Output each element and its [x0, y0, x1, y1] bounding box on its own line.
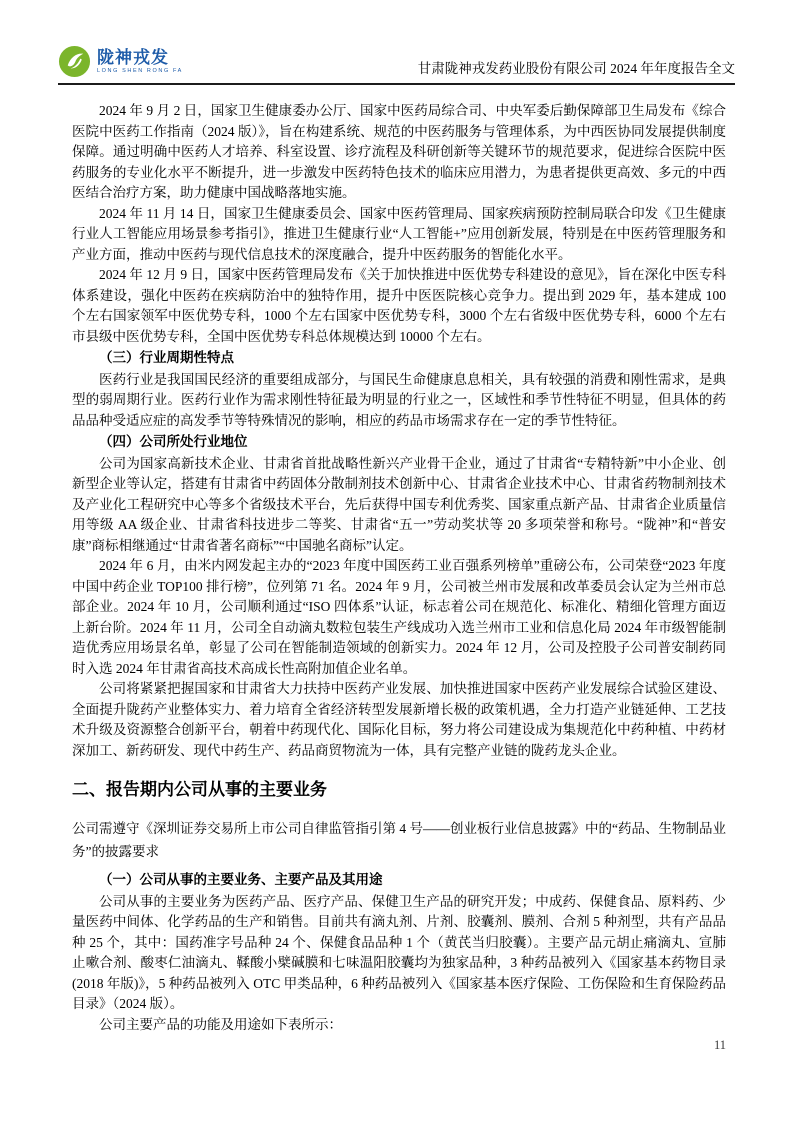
page-number: 11	[713, 1038, 726, 1052]
section-heading-main-business: 二、报告期内公司从事的主要业务	[72, 780, 327, 799]
subsection-heading-industry-position: （四）公司所处行业地位	[99, 434, 248, 449]
page-header	[58, 42, 735, 78]
paragraph: 2024 年 6 月，由米内网发起主办的“2023 年度中国医药工业百强系列榜单”重磅公布，公司荣登“2023 年度中国中药企业 TOP100 排行榜”，位列第 71 名。2024 年 9 月，公司被兰州市发展和改革委员会认定为兰州市总部企业。2024 年 10 月，公司顺利通过“ISO 四体系”认证，标志着公司在规范化、标准化、精细化管理方面迈上新台阶。2024 年 11 月，公司全自动滴丸数粒包装生产线成功入选兰州市工业和信息化局 2024 年市级智能制造优秀应用场景名单，彰显了公司在智能制造领域的创新实力。2024 年 12 月，公司及控股子公司普安制药同时入选 2024 年甘肃省高技术高成长性高附加值企业名单。	[72, 558, 726, 676]
paragraph: 2024 年 12 月 9 日，国家中医药管理局发布《关于加快推进中医优势专科建设的意见》，旨在深化中医专科体系建设，强化中医药在疾病防治中的独特作用，提升中医医院核心竞争力。提出到 2029 年，基本建成 100 个左右国家领军中医优势专科，1000 个左右国家中医优势专科，3000 个左右省级中医优势专科，6000 个左右市县级中医优势专科，全国中医优势专科总体规模达到 10000 个左右。	[72, 267, 726, 344]
disclosure-note: 公司需遵守《深圳证券交易所上市公司自律监管指引第 4 号——创业板行业信息披露》中的“药品、生物制品业务”的披露要求	[72, 821, 726, 859]
logo-name-cn: 陇神戎发	[97, 47, 169, 67]
company-logo	[58, 45, 183, 78]
header-divider	[58, 83, 735, 85]
logo-text	[97, 49, 183, 75]
paragraph: 公司将紧紧把握国家和甘肃省大力扶持中医药产业发展、加快推进国家中医药产业发展综合试验区建设、全面提升陇药产业整体实力、着力培育全省经济转型发展新增长极的政策机遇，全力打造产业链延伸、工艺技术升级及资源整合创新平台，朝着中药现代化、国际化目标，努力将公司建设成为集规范化中药种植、中药材深加工、新药研发、现代中药生产、药品商贸物流为一体，具有完整产业链的陇药龙头企业。	[72, 681, 726, 758]
paragraph: 公司从事的主要业务为医药产品、医疗产品、保健卫生产品的研究开发；中成药、保健食品、原料药、少量医药中间体、化学药品的生产和销售。目前共有滴丸剂、片剂、胶囊剂、膜剂、合剂 5 种剂型，共有产品品种 25 个，其中：国药准字号品种 24 个、保健食品品种 1 个（黄芪当归胶囊）。主要产品元胡止痛滴丸、宣肺止嗽合剂、酸枣仁油滴丸、鞣酸小檗碱膜和七味温阳胶囊均为独家品种，3 种药品被列入《国家基本药物目录(2018 年版)》，5 种药品被列入 OTC 甲类品种，6 种药品被列入《国家基本医疗保险、工伤保险和生育保险药品目录》（2024 版）。	[72, 893, 726, 1011]
paragraph: 2024 年 11 月 14 日，国家卫生健康委员会、国家中医药管理局、国家疾病预防控制局联合印发《卫生健康行业人工智能应用场景参考指引》，推进卫生健康行业“人工智能+”应用创新发展，特别是在中医药管理服务和产业方面，推动中医药与现代信息技术的深度融合，提升中医药服务的智能化水平。	[72, 205, 726, 262]
subsection-heading-industry-cycle: （三）行业周期性特点	[99, 350, 234, 365]
document-body	[72, 101, 726, 1035]
subsection-heading-main-products: （一）公司从事的主要业务、主要产品及其用途	[99, 872, 383, 887]
logo-name-en: LONG SHEN RONG FA	[97, 67, 183, 74]
paragraph: 医药行业是我国国民经济的重要组成部分，与国民生命健康息息相关，具有较强的消费和刚性需求，是典型的弱周期行业。医药行业作为需求刚性特征最为明显的行业之一，区域性和季节性特征不明显，但具体的药品品种受适应症的高发季节等特殊情况的影响，相应的药品市场需求存在一定的季节性特征。	[72, 371, 726, 428]
paragraph: 公司主要产品的功能及用途如下表所示：	[99, 1016, 342, 1032]
report-title: 甘肃陇神戎发药业股份有限公司 2024 年年度报告全文	[417, 61, 735, 76]
paragraph: 公司为国家高新技术企业、甘肃省首批战略性新兴产业骨干企业，通过了甘肃省“专精特新”中小企业、创新型企业等认定，搭建有甘肃省中药固体分散制剂技术创新中心、甘肃省企业技术中心、甘肃省药物制剂技术及产业化工程研究中心等多个省级技术平台，先后获得中国专利优秀奖、国家重点新产品、甘肃省企业质量信用等级 AA 级企业、甘肃省科技进步二等奖、甘肃省“五一”劳动奖状等 20 多项荣誉和称号。“陇神”和“普安康”商标相继通过“甘肃省著名商标”“中国驰名商标”认定。	[72, 455, 726, 553]
paragraph: 2024 年 9 月 2 日，国家卫生健康委办公厅、国家中医药局综合司、中央军委后勤保障部卫生局发布《综合医院中医药工作指南（2024 版）》，旨在构建系统、规范的中医药服务与管理体系，为中西医协同发展提供制度保障。通过明确中医药人才培养、科室设置、诊疗流程及科研创新等关键环节的规范要求，促进综合医院中医药服务的专业化水平不断提升，进一步激发中医药特色技术的临床应用潜力，为患者提供更高效、多元的中西医结合治疗方案，助力健康中国战略落地实施。	[72, 103, 726, 200]
logo-icon	[58, 45, 91, 78]
